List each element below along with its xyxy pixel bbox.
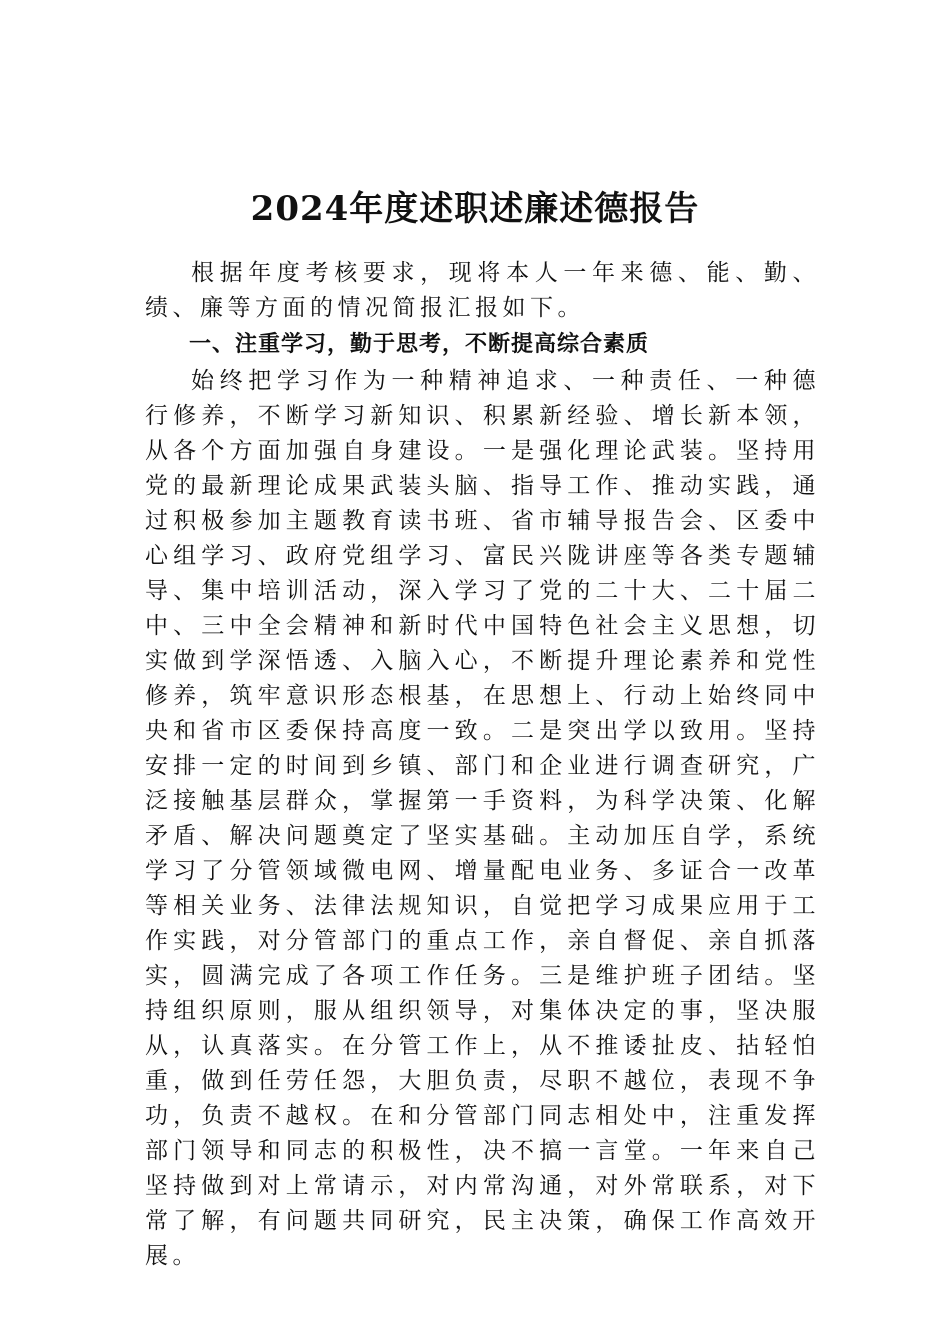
intro-paragraph: 根据年度考核要求，现将本人一年来德、能、勤、绩、廉等方面的情况简报汇报如下。 xyxy=(145,260,820,321)
section-1-paragraph: 始终把学习作为一种精神追求、一种责任、一种德行修养，不断学习新知识、积累新经验、增长新本领，从各个方面加强自身建设。一是强化理论武装。坚持用党的最新理论成果武装头脑、指导工作、推动实践，通过积极参加主题教育读书班、省市辅导报告会、区委中心组学习、政府党组学习、富民兴陇讲座等各类专题辅导、集中培训活动，深入学习了党的二十大、二十届二中、三中全会精神和新时代中国特色社会主义思想，切实做到学深悟透、入脑入心，不断提升理论素养和党性修养，筑牢意识形态根基，在思想上、行动上始终同中央和省市区委保持高度一致。二是突出学以致用。坚持安排一定的时间到乡镇、部门和企业进行调查研究，广泛接触基层群众，掌握第一手资料，为科学决策、化解矛盾、解决问题奠定了坚实基础。主动加压自学，系统学习了分管领域微电网、增量配电业务、多证合一改革等相关业务、法律法规知识，自觉把学习成果应用于工作实践，对分管部门的重点工作，亲自督促、亲自抓落实，圆满完成了各项工作任务。三是维护班子团结。坚持组织原则，服从组织领导，对集体决定的事，坚决服从，认真落实。在分管工作上，从不推诿扯皮、拈轻怕重，做到任劳任怨，大胆负责，尽职不越位，表现不争功，负责不越权。在和分管部门同志相处中，注重发挥部门领导和同志的积极性，决不搞一言堂。一年来自己坚持做到对上常请示，对内常沟通，对外常联系，对下常了解，有问题共同研究，民主决策，确保工作高效开展。 xyxy=(145,368,820,1269)
document-body xyxy=(145,256,820,1274)
document-title: 2024年度述职述廉述德报告 xyxy=(250,188,700,229)
section-1-heading: 一、注重学习，勤于思考，不断提高综合素质 xyxy=(189,332,650,357)
